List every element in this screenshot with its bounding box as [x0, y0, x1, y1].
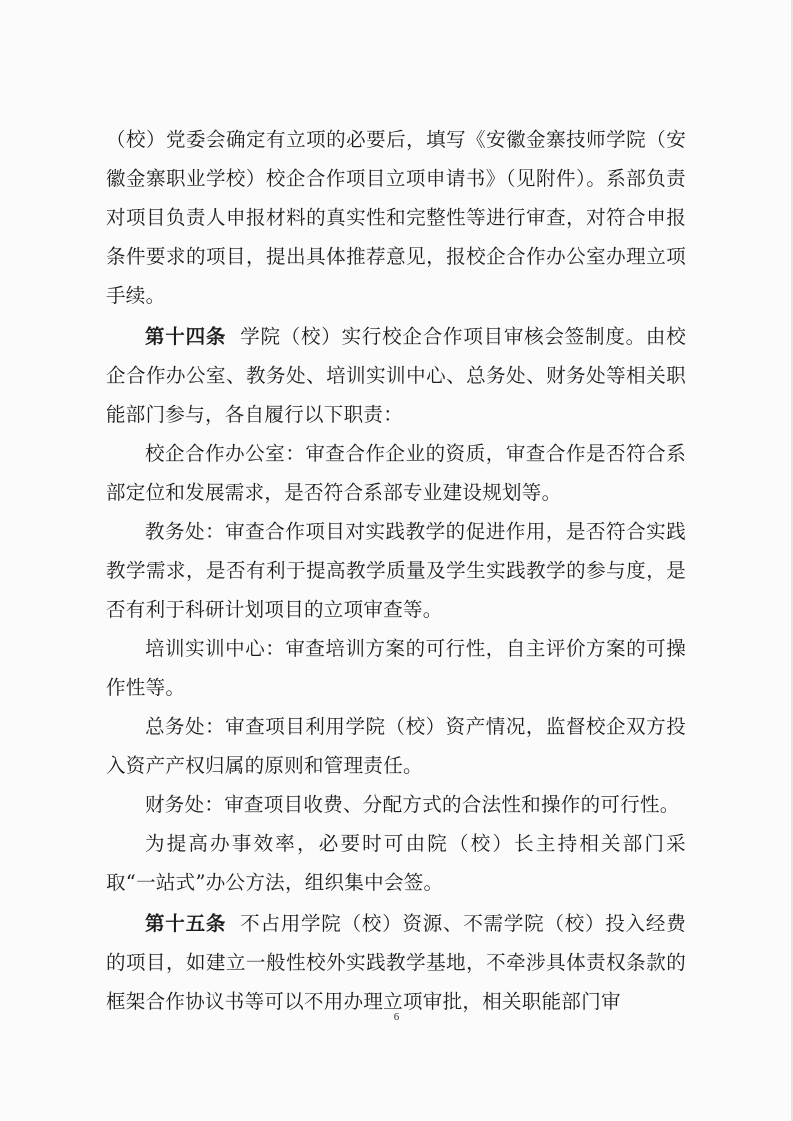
paragraph-efficiency	[106, 824, 686, 902]
page-number: 6	[393, 1011, 400, 1023]
paragraph-general-affairs-duty	[106, 707, 686, 785]
paragraph-training-center-duty	[106, 629, 686, 707]
paragraph-text: （校）党委会确定有立项的必要后，填写《安徽金寨技师学院（安徽金寨职业学校）校企合作项目立项申请书》（见附件）。系部负责对项目负责人申报材料的真实性和完整性等进行审查，对符合申报条件要求的项目，提出具体推荐意见，报校企合作办公室办理立项手续。	[106, 128, 686, 307]
paragraph-finance-duty	[106, 785, 686, 824]
body-text	[106, 120, 686, 1021]
paragraph-text: 财务处：审查项目收费、分配方式的合法性和操作的可行性。	[145, 793, 680, 816]
paragraph-academic-affairs-duty	[106, 512, 686, 629]
paragraph-text: 学院（校）实行校企合作项目审核会签制度。由校企合作办公室、教务处、培训实训中心、总务处、财务处等相关职能部门参与，各自履行以下职责：	[106, 325, 686, 426]
paragraph-office-duty	[106, 434, 686, 512]
article-15	[106, 904, 686, 1021]
paragraph-text: 培训实训中心：审查培训方案的可行性，自主评价方案的可操作性等。	[106, 637, 686, 699]
paragraph-text: 教务处：审查合作项目对实践教学的促进作用，是否符合实践教学需求，是否有利于提高教学质量及学生实践教学的参与度，是否有利于科研计划项目的立项审查等。	[106, 520, 686, 621]
article-label: 第十四条	[145, 325, 227, 348]
paragraph-text: 总务处：审查项目利用学院（校）资产情况，监督校企双方投入资产产权归属的原则和管理责任。	[106, 715, 686, 777]
article-14	[106, 317, 686, 434]
article-label: 第十五条	[145, 912, 227, 935]
paragraph-continuation	[106, 120, 686, 315]
paragraph-text: 不占用学院（校）资源、不需学院（校）投入经费的项目，如建立一般性校外实践教学基地，不牵涉具体责权条款的框架合作协议书等可以不用办理立项审批，相关职能部门审	[106, 912, 686, 1013]
paragraph-text: 校企合作办公室：审查合作企业的资质，审查合作是否符合系部定位和发展需求，是否符合系部专业建设规划等。	[106, 442, 686, 504]
paragraph-text: 为提高办事效率，必要时可由院（校）长主持相关部门采取“一站式”办公方法，组织集中会签。	[106, 832, 686, 894]
